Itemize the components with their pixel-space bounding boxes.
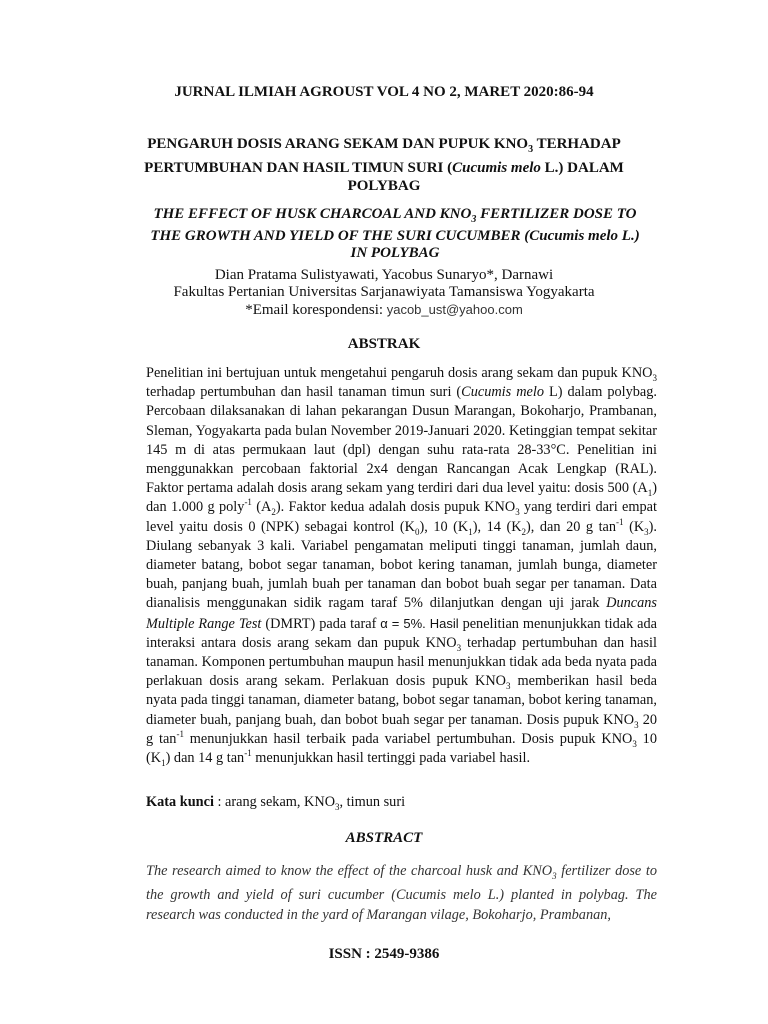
paper-title-english: THE EFFECT OF HUSK CHARCOAL AND $KNO_3$ FERTILIZER DOSE TO THE GROWTH AND YIELD OF THE SURI CUCUMBER (Cucumis melo L.) IN POLYBAG — [150, 206, 640, 261]
keywords-label: Kata kunci — [146, 794, 214, 810]
correspondence-email: *Email korespondensi: yacob_ust@yahoo.com — [245, 302, 523, 318]
issn-footer: ISSN : 2549-9386 — [328, 946, 440, 962]
author-affiliation: Fakultas Pertanian Universitas Sarjanawiyata Tamansiswa Yogyakarta — [173, 284, 595, 300]
email-link[interactable]: yacob_ust@yahoo.com — [383, 302, 523, 317]
keywords: Kata kunci : arang sekam, $KNO_3$, timun suri — [146, 794, 406, 812]
abstract-heading: ABSTRACT — [345, 830, 423, 846]
author-block — [0, 267, 768, 319]
journal-header: JURNAL ILMIAH AGROUST VOL 4 NO 2, MARET 2020:86-94 — [174, 84, 594, 100]
paper-title-indonesian: PENGARUH DOSIS ARANG SEKAM DAN PUPUK $KNO_3$ TERHADAP PERTUMBUHAN DAN HASIL TIMUN SURI (Cucumis melo L.) DALAM POLYBAG — [144, 136, 624, 194]
abstract-paragraph: The research aimed to know the effect of the charcoal husk and $KNO_3$ fertilizer dose to the growth and yield of suri cucumber (Cucumis melo L.) planted in polybag. The research was conducted in the yard of Marangan vilage, Bokoharjo, Prambanan, — [146, 863, 657, 923]
author-names: Dian Pratama Sulistyawati, Yacobus Sunaryo*, Darnawi — [214, 267, 554, 283]
abstrak-paragraph: Penelitian ini bertujuan untuk mengetahui pengaruh dosis arang sekam dan pupuk $KNO_3$ terhadap pertumbuhan dan hasil tanaman timun suri (Cucumis melo L) dalam polybag. Percobaan dilaksanakan di lahan pekarangan Dusun Marangan, Bokoharjo, Prambanan, Sleman, Yogyakarta pada bulan November 2019-Januari 2020. Ketinggian tempat sekitar 145 m di atas permukaan laut (dpl) dengan suhu rata-rata 28-33°C. Penelitian ini menggunakkan percobaan faktorial 2x4 dengan Rancangan Acak Lengkap (RAL). Faktor pertama adalah dosis arang sekam yang terdiri dari dua level yaitu: dosis 500 $(A_1)$ dan 1.000 g poly$^{-1}$ $(A_2)$. Faktor kedua adalah dosis pupuk $KNO_3$ yang terdiri dari empat level yaitu dosis 0 (NPK) sebagai kontrol $(K_0)$, 10 $(K_1)$, 14 $(K_2)$, dan 20 g $\tan^{-1} (K_3)$. Diulang sebanyak 3 kali. Variabel pengamatan meliputi tinggi tanaman, jumlah daun, diameter batang, bobot segar tanaman, bobot kering tanaman, jumlah bunga, diameter buah, panjang buah, jumlah buah per tanaman dan bobot buah segar per tanaman. Data dianalisis menggunakan sidik ragam taraf 5% dilanjutkan dengan uji jarak Duncans Multiple Range Test (DMRT) pada taraf α = 5%. Hasil penelitian menunjukkan tidak ada interaksi antara dosis arang sekam dan pupuk $KNO_3$ terhadap pertumbuhan dan hasil tanaman. Komponen pertumbuhan maupun hasil menunjukkan tidak ada beda nyata pada perlakuan dosis arang sekam. Perlakuan dosis pupuk $KNO_3$ memberikan hasil beda nyata pada tinggi tanaman, diameter batang, bobot segar tanaman, bobot kering tanaman, diameter buah, panjang buah, dan bobot buah segar per tanaman. Dosis pupuk $KNO_3$ 20 g $\tan^{-1}$ menunjukkan hasil terbaik pada variabel pertumbuhan. Dosis pupuk $KNO_3$ 10 $(K_1)$ dan 14 g $\tan^{-1}$ menunjukkan hasil tertinggi pada variabel hasil. — [146, 365, 658, 768]
abstrak-heading: ABSTRAK — [347, 336, 421, 352]
